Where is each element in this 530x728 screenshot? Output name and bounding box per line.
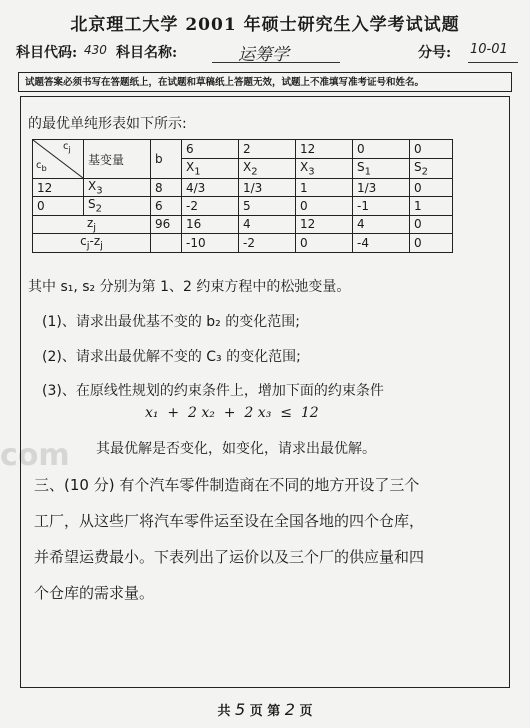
zj-val-3: 12 xyxy=(296,215,353,233)
intro-line: 的最优单纯形表如下所示: xyxy=(28,116,187,132)
cj-value-5: 0 xyxy=(410,140,453,159)
zj-val-4: 4 xyxy=(353,215,410,233)
problem-3-line-4: 个仓库的需求量。 xyxy=(34,584,155,602)
cj-zj-val-4: -4 xyxy=(353,234,410,252)
cb-label: $c_b$ xyxy=(36,160,47,173)
row1-basis: $X_3$ xyxy=(84,179,151,197)
name-value: 运筹学 xyxy=(238,45,289,65)
row1-val-4: 1/3 xyxy=(353,179,410,197)
constraint-formula: x₁ + 2 x₂ + 2 x₃ ≤ 12 xyxy=(145,405,319,421)
num-label: 分号: xyxy=(418,45,452,61)
question-1: (1)、请求出最优基不变的 b₂ 的变化范围; xyxy=(42,314,300,330)
exam-title: 北京理工大学 2001 年硕士研究生入学考试试题 xyxy=(70,15,460,35)
problem-3-line-2: 工厂，从这些厂将汽车零件运至设在全国各地的四个仓库， xyxy=(34,512,425,530)
zj-val-2: 4 xyxy=(239,215,296,233)
row1-val-1: 4/3 xyxy=(182,179,239,197)
row2-val-4: -1 xyxy=(353,197,410,215)
table-row xyxy=(33,179,453,197)
problem-3-line-1: 三、(10 分) 有个汽车零件制造商在不同的地方开设了三个 xyxy=(34,476,420,494)
row2-val-1: -2 xyxy=(182,197,239,215)
problem-3-line-3: 并希望运费最小。下表列出了运价以及三个厂的供应量和四 xyxy=(34,548,425,566)
zj-val-1: 16 xyxy=(182,215,239,233)
row2-val-3: 0 xyxy=(296,197,353,215)
row2-basis: $S_2$ xyxy=(84,197,151,215)
b-header: b xyxy=(151,140,182,179)
cj-value-2: 2 xyxy=(239,140,296,159)
cj-zj-b xyxy=(151,234,182,252)
cj-value-3: 12 xyxy=(296,140,353,159)
cj-zj-val-5: 0 xyxy=(410,234,453,252)
row2-val-2: 5 xyxy=(239,197,296,215)
num-underline xyxy=(468,62,518,63)
basis-header: 基变量 xyxy=(84,140,151,179)
var-header-5: $S_2$ xyxy=(410,159,453,179)
cj-zj-row xyxy=(33,234,453,252)
question-3-followup: 其最优解是否变化，如变化，请求出最优解。 xyxy=(96,441,376,457)
row1-val-5: 0 xyxy=(410,179,453,197)
footer-gong: 共 xyxy=(217,704,231,719)
zj-b: 96 xyxy=(151,215,182,233)
cj-zj-label: $c_j-z_j$ xyxy=(33,234,151,252)
num-value: 10-01 xyxy=(470,42,508,57)
subject-info-row xyxy=(16,42,516,68)
row2-b: 6 xyxy=(151,197,182,215)
slack-note: 其中 s₁, s₂ 分别为第 1、2 约束方程中的松弛变量。 xyxy=(28,279,351,295)
footer-total-pages: 5 xyxy=(235,700,246,719)
footer-page-label: 页 第 xyxy=(249,704,281,719)
table-row xyxy=(33,197,453,215)
question-3: (3)、在原线性规划的约束条件上，增加下面的约束条件 xyxy=(42,383,384,399)
row1-val-3: 1 xyxy=(296,179,353,197)
page-footer xyxy=(0,700,530,719)
cj-zj-val-1: -10 xyxy=(182,234,239,252)
code-value: 430 xyxy=(84,43,107,57)
footer-page-number: 2 xyxy=(284,700,295,719)
cj-value-4: 0 xyxy=(353,140,410,159)
var-header-4: $S_1$ xyxy=(353,159,410,179)
corner-cell xyxy=(33,140,84,179)
exam-notice: 试题答案必须书写在答题纸上，在试题和草稿纸上答题无效，试题上不准填写准考证号和姓名。 xyxy=(18,72,512,92)
zj-label: $z_j$ xyxy=(33,215,151,233)
var-header-1: $X_1$ xyxy=(182,159,239,179)
row2-cb: 0 xyxy=(33,197,84,215)
cj-zj-val-3: 0 xyxy=(296,234,353,252)
row1-b: 8 xyxy=(151,179,182,197)
var-header-2: $X_2$ xyxy=(239,159,296,179)
zj-row xyxy=(33,215,453,233)
cj-zj-val-2: -2 xyxy=(239,234,296,252)
row2-val-5: 1 xyxy=(410,197,453,215)
code-label: 科目代码: xyxy=(16,45,78,61)
var-header-3: $X_3$ xyxy=(296,159,353,179)
watermark-text: com xyxy=(0,438,70,473)
cj-value-1: 6 xyxy=(182,140,239,159)
question-2: (2)、请求出最优解不变的 C₃ 的变化范围; xyxy=(42,349,301,365)
name-label: 科目名称: xyxy=(116,45,178,61)
name-underline xyxy=(212,62,340,63)
zj-val-5: 0 xyxy=(410,215,453,233)
footer-ye: 页 xyxy=(299,704,313,719)
cj-label: $c_j$ xyxy=(63,141,71,154)
simplex-table xyxy=(32,139,453,253)
row1-val-2: 1/3 xyxy=(239,179,296,197)
row1-cb: 12 xyxy=(33,179,84,197)
